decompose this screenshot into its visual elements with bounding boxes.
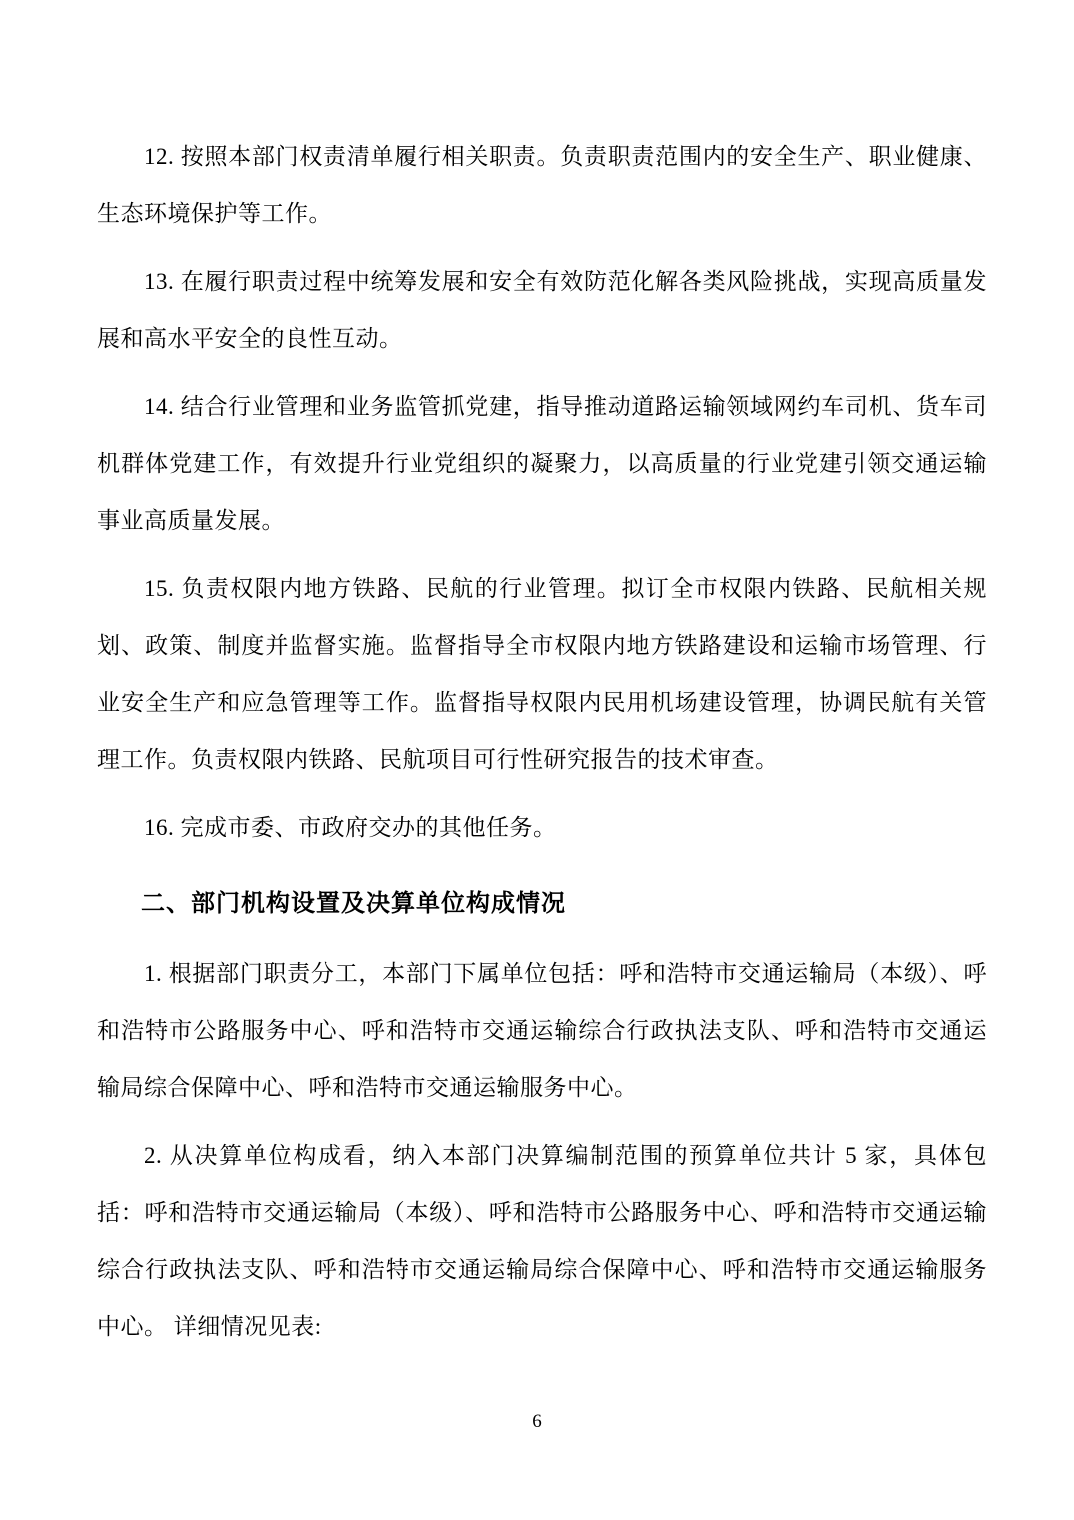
page-number: 6 (532, 1411, 542, 1432)
paragraph-item-14: 14. 结合行业管理和业务监管抓党建，指导推动道路运输领域网约车司机、货车司机群体党建工作，有效提升行业党组织的凝聚力，以高质量的行业党建引领交通运输事业高质量发展。 (97, 394, 987, 533)
paragraph-item-13: 13. 在履行职责过程中统筹发展和安全有效防范化解各类风险挑战，实现高质量发展和高水平安全的良性互动。 (97, 269, 987, 351)
paragraph-item-15: 15. 负责权限内地方铁路、民航的行业管理。拟订全市权限内铁路、民航相关规划、政策、制度并监督实施。监督指导全市权限内地方铁路建设和运输市场管理、行业安全生产和应急管理等工作。监督指导权限内民用机场建设管理，协调民航有关管理工作。负责权限内铁路、民航项目可行性研究报告的技术审查。 (97, 576, 987, 772)
paragraph-item-1: 1. 根据部门职责分工，本部门下属单位包括：呼和浩特市交通运输局（本级）、呼和浩特市公路服务中心、呼和浩特市交通运输综合行政执法支队、呼和浩特市交通运输局综合保障中心、呼和浩特市交通运输服务中心。 (97, 961, 987, 1100)
section-heading: 二、部门机构设置及决算单位构成情况 (141, 890, 566, 917)
paragraph-item-2: 2. 从决算单位构成看，纳入本部门决算编制范围的预算单位共计 5 家，具体包括：呼和浩特市交通运输局（本级）、呼和浩特市公路服务中心、呼和浩特市交通运输综合行政执法支队、呼和浩特市交通运输局综合保障中心、呼和浩特市交通运输服务中心。 详细情况见表: (97, 1143, 987, 1339)
paragraph-item-16: 16. 完成市委、市政府交办的其他任务。 (144, 815, 557, 840)
document-body (97, 128, 987, 1366)
paragraph-item-12: 12. 按照本部门权责清单履行相关职责。负责职责范围内的安全生产、职业健康、生态环境保护等工作。 (97, 144, 987, 226)
